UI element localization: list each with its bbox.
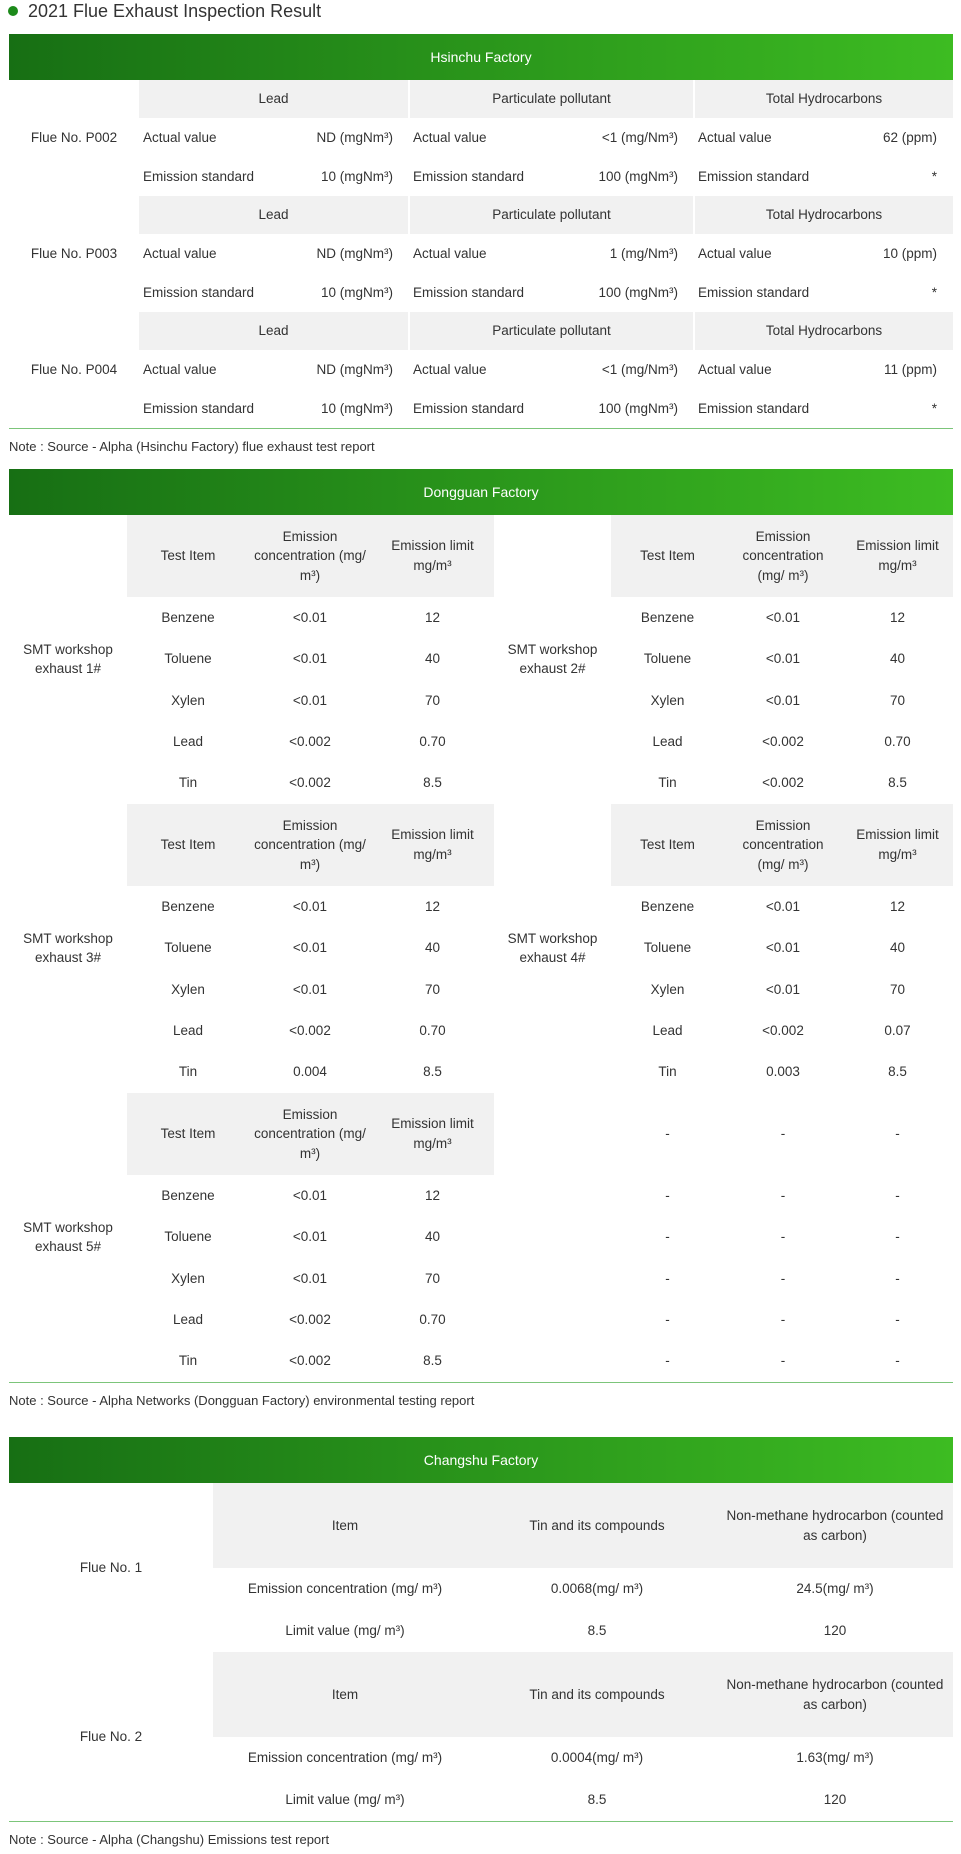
- value-cell: ND (mgNm³): [316, 130, 394, 146]
- value-cell: <0.002: [289, 1023, 331, 1039]
- value-cell: 40: [424, 940, 441, 956]
- column-header: Emission limit mg/m³: [842, 804, 953, 886]
- header-row: [9, 804, 953, 886]
- standard-row: [9, 274, 953, 312]
- row-label: Actual value: [698, 130, 772, 146]
- column-header: Emission concentration (mg/ m³): [249, 804, 371, 886]
- row-label: Emission concentration (mg/ m³): [247, 1750, 443, 1766]
- column-header: Particulate pollutant: [409, 196, 694, 234]
- exhaust-label: SMT workshop exhaust 2#: [507, 641, 598, 677]
- value-cell: 100 (mgNm³): [598, 169, 679, 185]
- actual-row: [9, 234, 953, 274]
- hsinchu-title-band: Hsinchu Factory: [9, 34, 953, 80]
- value-cell: <0.002: [289, 1353, 331, 1369]
- dash-cell: -: [665, 1270, 670, 1286]
- value-cell: 120: [823, 1792, 847, 1808]
- row-label: Emission standard: [413, 401, 525, 417]
- value-cell: 10 (mgNm³): [321, 401, 394, 417]
- hsinchu-table: [9, 80, 953, 428]
- value-cell: 10 (mgNm³): [321, 169, 394, 185]
- value-cell: <0.01: [292, 692, 328, 708]
- row-label: Actual value: [698, 246, 772, 262]
- dash-cell: -: [780, 1126, 786, 1142]
- value-cell: Toluene: [643, 940, 692, 956]
- value-cell: <0.01: [765, 609, 801, 625]
- value-cell: *: [931, 169, 938, 185]
- dash-cell: -: [895, 1187, 900, 1203]
- value-cell: 62 (ppm): [883, 130, 938, 146]
- dash-cell: -: [665, 1126, 670, 1142]
- value-cell: <0.01: [292, 1187, 328, 1203]
- column-header: Non-methane hydrocarbon (counted as carbon): [717, 1483, 953, 1568]
- table-row: [9, 1052, 953, 1093]
- dash-cell: -: [780, 1353, 786, 1369]
- column-header: Item: [213, 1483, 477, 1568]
- value-cell: <0.01: [292, 1229, 328, 1245]
- value-cell: <0.002: [762, 775, 804, 791]
- row-label: Emission standard: [143, 401, 255, 417]
- value-cell: 8.5: [587, 1623, 607, 1639]
- column-header: Non-methane hydrocarbon (counted as carbon): [717, 1652, 953, 1737]
- header-row: [9, 312, 953, 350]
- value-cell: Benzene: [640, 609, 695, 625]
- exhaust-label: SMT workshop exhaust 4#: [507, 930, 598, 966]
- value-cell: *: [931, 401, 938, 417]
- value-cell: Benzene: [161, 1187, 215, 1203]
- value-cell: Xylen: [171, 981, 205, 997]
- header-row: [9, 196, 953, 234]
- row-label: Actual value: [143, 362, 217, 378]
- value-cell: 0.07: [884, 1023, 911, 1039]
- changshu-table: [9, 1483, 953, 1821]
- value-cell: 10 (mgNm³): [321, 285, 394, 301]
- value-cell: Toluene: [164, 940, 212, 956]
- dash-cell: -: [665, 1353, 670, 1369]
- bullet-dot-icon: [8, 6, 18, 16]
- value-cell: <0.01: [765, 898, 801, 914]
- row-label: Actual value: [143, 130, 217, 146]
- value-cell: Lead: [172, 1023, 204, 1039]
- exhaust-label: SMT workshop exhaust 5#: [23, 1219, 113, 1255]
- value-cell: Lead: [172, 734, 204, 750]
- column-header: Item: [213, 1652, 477, 1737]
- value-cell: <0.01: [292, 609, 328, 625]
- dash-cell: -: [895, 1126, 900, 1142]
- header-row: [9, 80, 953, 118]
- dongguan-note: Note : Source - Alpha Networks (Dongguan Factory) environmental testing report: [9, 1392, 475, 1408]
- dash-cell: -: [895, 1353, 900, 1369]
- page-title-text: 2021 Flue Exhaust Inspection Result: [28, 0, 322, 21]
- value-cell: 8.5: [888, 1064, 907, 1080]
- row-label: Emission concentration (mg/ m³): [247, 1581, 443, 1597]
- column-header: Test Item: [611, 804, 724, 886]
- value-cell: 40: [889, 651, 906, 667]
- column-header: Lead: [139, 80, 409, 118]
- value-cell: *: [931, 285, 938, 301]
- value-cell: 70: [424, 1270, 441, 1286]
- value-cell: 11 (ppm): [884, 362, 938, 378]
- value-cell: 100 (mgNm³): [598, 401, 679, 417]
- value-cell: <0.01: [765, 692, 801, 708]
- value-cell: Toluene: [164, 651, 212, 667]
- flue-label: Flue No. P003: [30, 246, 118, 262]
- value-cell: 8.5: [423, 1064, 442, 1080]
- dash-cell: -: [780, 1187, 786, 1203]
- value-cell: 70: [424, 692, 441, 708]
- value-cell: 8.5: [587, 1792, 607, 1808]
- value-cell: ND (mgNm³): [316, 362, 394, 378]
- value-cell: 120: [823, 1623, 847, 1639]
- column-header: Particulate pollutant: [409, 312, 694, 350]
- column-header: Total Hydrocarbons: [694, 196, 953, 234]
- dash-cell: -: [665, 1187, 670, 1203]
- value-cell: 0.0068(mg/ m³): [550, 1581, 644, 1597]
- actual-row: [9, 350, 953, 390]
- value-cell: <0.01: [292, 981, 328, 997]
- row-label: Emission standard: [413, 169, 525, 185]
- dash-cell: -: [780, 1270, 786, 1286]
- flue-label: Flue No. 2: [79, 1728, 143, 1744]
- value-cell: Toluene: [164, 1229, 212, 1245]
- hsinchu-note: Note : Source - Alpha (Hsinchu Factory) flue exhaust test report: [9, 439, 375, 454]
- hsinchu-section: [9, 34, 953, 454]
- dash-cell: -: [895, 1311, 900, 1327]
- dash-cell: -: [665, 1311, 670, 1327]
- changshu-divider: [9, 1821, 953, 1822]
- column-header: Test Item: [127, 804, 249, 886]
- value-cell: 12: [424, 1187, 441, 1203]
- dongguan-title-band: Dongguan Factory: [9, 469, 953, 515]
- column-header: Total Hydrocarbons: [694, 80, 953, 118]
- value-cell: <0.002: [289, 775, 331, 791]
- row-label: Actual value: [413, 362, 487, 378]
- header-row: [9, 515, 953, 597]
- column-header: Emission limit mg/m³: [371, 804, 494, 886]
- column-header: Lead: [139, 196, 409, 234]
- value-cell: 40: [424, 651, 441, 667]
- value-cell: 40: [889, 940, 906, 956]
- value-cell: 1.63(mg/ m³): [796, 1750, 874, 1766]
- hsinchu-divider: [9, 428, 953, 429]
- table-row: [9, 638, 953, 679]
- table-row: [9, 1010, 953, 1051]
- value-cell: 12: [424, 609, 441, 625]
- value-cell: 0.70: [884, 734, 911, 750]
- value-cell: 70: [889, 981, 906, 997]
- value-cell: 70: [424, 981, 441, 997]
- column-header: Tin and its compounds: [477, 1483, 717, 1568]
- row-label: Limit value (mg/ m³): [285, 1623, 405, 1639]
- dash-cell: -: [895, 1229, 900, 1245]
- value-cell: Xylen: [171, 1270, 205, 1286]
- value-cell: 40: [424, 1229, 441, 1245]
- header-row: [9, 1093, 953, 1175]
- column-header: Emission concentration (mg/ m³): [724, 515, 842, 597]
- value-cell: Xylen: [650, 692, 685, 708]
- value-cell: <0.01: [765, 981, 801, 997]
- header-row: [9, 1483, 953, 1568]
- value-cell: <0.01: [765, 940, 801, 956]
- value-cell: <0.01: [292, 940, 328, 956]
- column-header: Particulate pollutant: [409, 80, 694, 118]
- value-cell: 70: [889, 692, 906, 708]
- column-header: Emission concentration (mg/ m³): [724, 804, 842, 886]
- value-cell: Lead: [652, 1023, 683, 1039]
- row-label: Emission standard: [143, 285, 255, 301]
- column-header: Tin and its compounds: [477, 1652, 717, 1737]
- value-cell: Tin: [658, 1064, 677, 1080]
- column-header: Emission limit mg/m³: [842, 515, 953, 597]
- value-cell: <1 (mg/Nm³): [601, 362, 679, 378]
- row-label: Emission standard: [413, 285, 525, 301]
- value-cell: <0.002: [762, 1023, 804, 1039]
- dongguan-section: [9, 469, 953, 1408]
- value-cell: <0.002: [289, 1311, 331, 1327]
- standard-row: [9, 158, 953, 196]
- row-label: Emission standard: [698, 285, 810, 301]
- table-row: [9, 597, 953, 638]
- value-cell: 8.5: [423, 775, 442, 791]
- column-header: Test Item: [127, 515, 249, 597]
- dash-cell: -: [895, 1270, 900, 1286]
- column-header: Lead: [139, 312, 409, 350]
- value-cell: <0.01: [292, 1270, 328, 1286]
- dash-cell: -: [780, 1311, 786, 1327]
- table-row: [9, 763, 953, 804]
- value-cell: 10 (ppm): [883, 246, 938, 262]
- value-cell: Lead: [172, 1311, 204, 1327]
- changshu-title-band: Changshu Factory: [9, 1437, 953, 1483]
- exhaust-label: SMT workshop exhaust 3#: [23, 930, 113, 966]
- value-cell: Toluene: [643, 651, 692, 667]
- table-row: [9, 1299, 953, 1340]
- table-row: [9, 1216, 953, 1257]
- row-label: Emission standard: [698, 401, 810, 417]
- value-cell: Benzene: [161, 898, 215, 914]
- column-header: Emission concentration (mg/ m³): [249, 1093, 371, 1175]
- exhaust-label: SMT workshop exhaust 1#: [23, 641, 113, 677]
- row-label: Actual value: [413, 130, 487, 146]
- value-cell: 0.004: [293, 1064, 327, 1080]
- value-cell: ND (mgNm³): [316, 246, 394, 262]
- value-cell: <0.002: [762, 734, 804, 750]
- empty-cell: [494, 1093, 611, 1382]
- flue-label: Flue No. P002: [30, 130, 118, 146]
- column-header: Emission concentration (mg/ m³): [249, 515, 371, 597]
- value-cell: 0.70: [419, 734, 446, 750]
- value-cell: <1 (mg/Nm³): [601, 130, 679, 146]
- column-header: Emission limit mg/m³: [371, 515, 494, 597]
- table-row: [9, 1258, 953, 1299]
- flue-label: Flue No. 1: [79, 1559, 143, 1575]
- value-cell: Tin: [178, 1353, 198, 1369]
- value-cell: 12: [424, 898, 441, 914]
- dash-cell: -: [665, 1229, 670, 1245]
- value-cell: 24.5(mg/ m³): [796, 1581, 874, 1597]
- value-cell: Benzene: [161, 609, 215, 625]
- row-label: Emission standard: [698, 169, 810, 185]
- row-label: Actual value: [143, 246, 217, 262]
- row-label: Actual value: [413, 246, 487, 262]
- value-cell: Xylen: [171, 692, 205, 708]
- changshu-section: [9, 1437, 953, 1847]
- dash-cell: -: [780, 1229, 786, 1245]
- value-cell: 8.5: [423, 1353, 442, 1369]
- value-cell: <0.01: [292, 898, 328, 914]
- dongguan-table: [9, 515, 953, 1382]
- value-cell: 12: [889, 898, 906, 914]
- column-header: Total Hydrocarbons: [694, 312, 953, 350]
- table-row: [9, 927, 953, 968]
- value-cell: Lead: [652, 734, 683, 750]
- row-label: Emission standard: [143, 169, 255, 185]
- dongguan-divider: [9, 1382, 953, 1383]
- table-row: [9, 721, 953, 762]
- column-header: Test Item: [127, 1093, 249, 1175]
- table-row: [9, 1175, 953, 1216]
- value-cell: Tin: [178, 775, 198, 791]
- page-title: [8, 0, 321, 22]
- column-header: Test Item: [611, 515, 724, 597]
- actual-row: [9, 118, 953, 158]
- table-row: [9, 1340, 953, 1381]
- value-cell: <0.01: [765, 651, 801, 667]
- value-cell: Benzene: [640, 898, 695, 914]
- value-cell: 1 (mg/Nm³): [609, 246, 679, 262]
- flue-label: Flue No. P004: [30, 362, 118, 378]
- value-cell: 0.003: [766, 1064, 800, 1080]
- column-header: Emission limit mg/m³: [371, 1093, 494, 1175]
- standard-row: [9, 390, 953, 428]
- table-row: [9, 886, 953, 927]
- value-cell: 0.0004(mg/ m³): [550, 1750, 644, 1766]
- value-cell: 0.70: [419, 1311, 446, 1327]
- value-cell: Xylen: [650, 981, 685, 997]
- row-label: Limit value (mg/ m³): [285, 1792, 405, 1808]
- table-row: [9, 680, 953, 721]
- value-cell: 12: [889, 609, 906, 625]
- table-row: [9, 969, 953, 1010]
- value-cell: 0.70: [419, 1023, 446, 1039]
- row-label: Actual value: [698, 362, 772, 378]
- changshu-note: Note : Source - Alpha (Changshu) Emissions test report: [9, 1832, 330, 1847]
- value-cell: <0.01: [292, 651, 328, 667]
- value-cell: Tin: [178, 1064, 198, 1080]
- value-cell: 8.5: [888, 775, 907, 791]
- value-cell: Tin: [658, 775, 677, 791]
- value-cell: 100 (mgNm³): [598, 285, 679, 301]
- value-cell: <0.002: [289, 734, 331, 750]
- header-row: [9, 1652, 953, 1737]
